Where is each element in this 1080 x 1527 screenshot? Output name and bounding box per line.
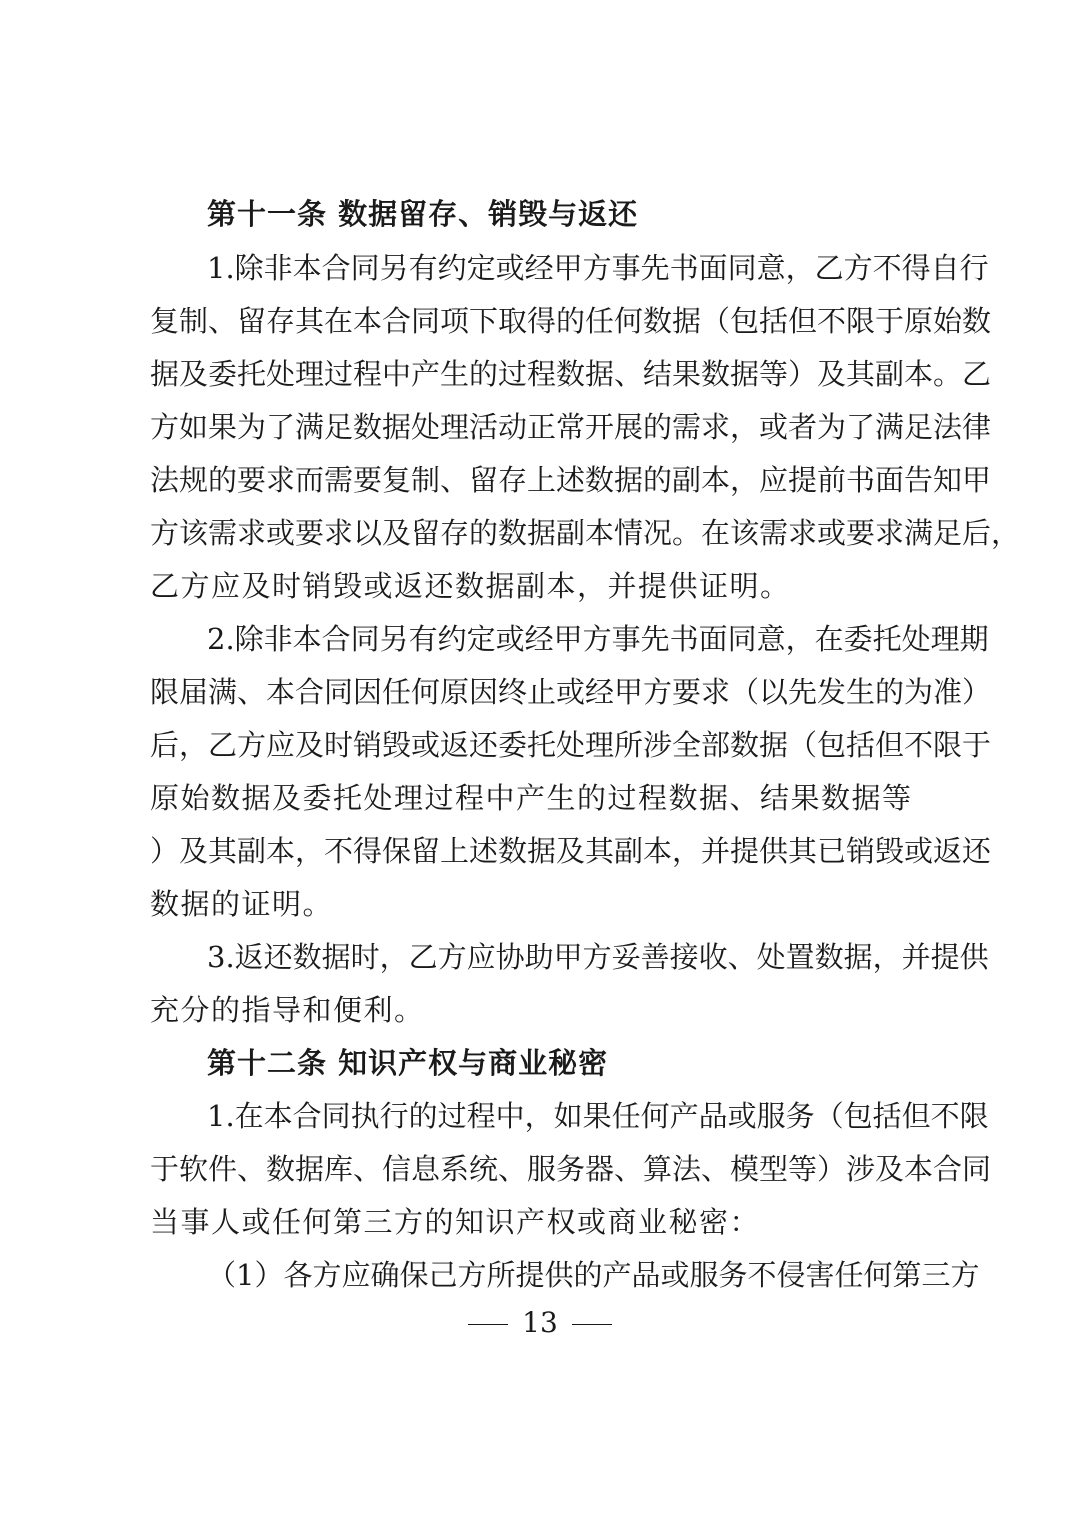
article-11-line: 法规的要求而需要复制、留存上述数据的副本，应提前书面告知甲 (150, 463, 992, 497)
footer-dash-right (572, 1324, 612, 1325)
article-12-line: 1.在本合同执行的过程中，如果任何产品或服务（包括但不限 (207, 1099, 989, 1133)
article-12-line: 于软件、数据库、信息系统、服务器、算法、模型等）涉及本合同 (150, 1152, 992, 1186)
article-11-heading: 第十一条 数据留存、销毁与返还 (207, 197, 639, 231)
article-11-line: 方该需求或要求以及留存的数据副本情况。在该需求或要求满足后， (150, 516, 1021, 550)
article-12-line: （1）各方应确保己方所提供的产品或服务不侵害任何第三方 (207, 1258, 980, 1292)
article-11-line: 数据的证明。 (150, 887, 334, 921)
article-11-line: 3.返还数据时，乙方应协助甲方妥善接收、处置数据，并提供 (207, 940, 989, 974)
footer-dash-left (468, 1324, 508, 1325)
article-11-line: 限届满、本合同因任何原因终止或经甲方要求（以先发生的为准） (150, 675, 992, 709)
page-number: 13 (522, 1306, 558, 1339)
article-11-line: 充分的指导和便利。 (150, 993, 425, 1027)
article-11-line: 后，乙方应及时销毁或返还委托处理所涉全部数据（包括但不限于 (150, 728, 992, 762)
article-12-heading: 第十二条 知识产权与商业秘密 (207, 1046, 609, 1080)
article-11-line: 2.除非本合同另有约定或经甲方事先书面同意，在委托处理期 (207, 622, 989, 656)
article-11-line: 原始数据及委托处理过程中产生的过程数据、结果数据等 (150, 781, 913, 815)
article-11-line: 乙方应及时销毁或返还数据副本，并提供证明。 (150, 569, 791, 603)
article-11-line: ）及其副本，不得保留上述数据及其副本，并提供其已销毁或返还 (150, 834, 992, 868)
article-11-line: 据及委托处理过程中产生的过程数据、结果数据等）及其副本。乙 (150, 357, 992, 391)
page-footer (0, 1305, 1080, 1341)
article-12-line: 当事人或任何第三方的知识产权或商业秘密： (150, 1205, 761, 1239)
article-11-line: 复制、留存其在本合同项下取得的任何数据（包括但不限于原始数 (150, 304, 992, 338)
article-11-line: 方如果为了满足数据处理活动正常开展的需求，或者为了满足法律 (150, 410, 992, 444)
article-11-line: 1.除非本合同另有约定或经甲方事先书面同意，乙方不得自行 (207, 251, 989, 285)
